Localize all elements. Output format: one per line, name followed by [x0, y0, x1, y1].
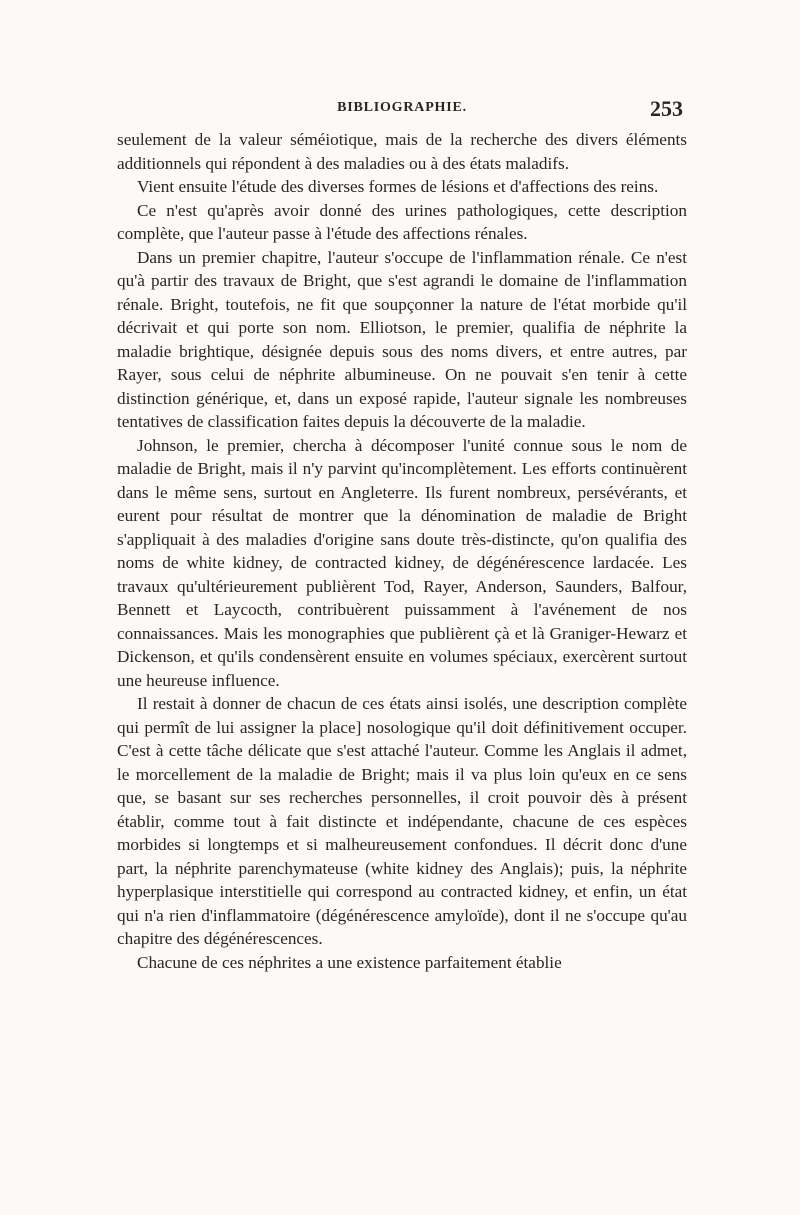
book-page [117, 96, 687, 974]
paragraph-3: Ce n'est qu'après avoir donné des urines pathologiques, cette description complète, que l'auteur passe à l'étude des affections rénales. [117, 200, 687, 243]
paragraph-5: Johnson, le premier, chercha à décomposer l'unité connue sous le nom de maladie de Bright, mais il n'y parvint qu'incomplètement. Les efforts continuèrent dans le même sens, surtout en Angleterre. Ils furent nombreux, persévérants, et eurent pour résultat de montrer que la dénomination de maladie de Bright s'appliquait à des maladies d'origine sans doute très-distincte, qu'on qualifia des noms de white kidney, de contracted kidney, de dégénérescence lardacée. Les travaux qu'ultérieurement publièrent Tod, Rayer, Anderson, Saunders, Balfour, Bennett et Laycocth, contribuèrent puissamment à l'avénement de nos connaissances. Mais les monographies que publièrent çà et là Graniger-Hewarz et Dickenson, et qu'ils condensèrent ensuite en volumes spéciaux, exercèrent surtout une heureuse influence. [117, 435, 687, 690]
paragraph-6: Il restait à donner de chacun de ces états ainsi isolés, une description complète qui permît de lui assigner la place] nosologique qu'il doit définitivement occuper. C'est à cette tâche délicate que s'est attaché l'auteur. Comme les Anglais il admet, le morcellement de la maladie de Bright; mais il va plus loin qu'eux en ce sens que, se basant sur ses recherches personnelles, il croit pouvoir dès à présent établir, comme tout à fait distincte et indépendante, chacune de ces espèces morbides si longtemps et si malheureusement confondues. Il décrit donc d'une part, la néphrite parenchymateuse (white kidney des Anglais); puis, la néphrite hyperplasique interstitielle qui correspond au contracted kidney, et enfin, un état qui n'a rien d'inflammatoire (dégénérescence amyloïde), dont il ne s'occupe qu'au chapitre des dégénérescences. [117, 694, 687, 948]
running-head [117, 96, 687, 124]
paragraph-7: Chacune de ces néphrites a une existence parfaitement établie [137, 952, 562, 972]
page-number: 253 [650, 96, 683, 121]
running-title: BIBLIOGRAPHIE. [337, 100, 467, 115]
paragraph-4: Dans un premier chapitre, l'auteur s'occupe de l'inflammation rénale. Ce n'est qu'à partir des travaux de Bright, que s'est agrandi le domaine de l'inflammation rénale. Bright, toutefois, ne fit que soupçonner la nature de l'état morbide qu'il décrivait et qui porte son nom. Elliotson, le premier, qualifia de néphrite la maladie brightique, désignée depuis sous des noms divers, et entre autres, par Rayer, sous celui de néphrite albumineuse. On ne pouvait s'en tenir à cette distinction générique, et, dans un exposé rapide, l'auteur signale les nombreuses tentatives de classification faites depuis la découverte de la maladie. [117, 247, 687, 431]
paragraph-1: seulement de la valeur séméiotique, mais de la recherche des divers éléments additionnels qui répondent à des maladies ou à des états maladifs. [117, 130, 687, 173]
body-text [117, 128, 687, 974]
paragraph-2: Vient ensuite l'étude des diverses formes de lésions et d'affections des reins. [137, 177, 659, 196]
